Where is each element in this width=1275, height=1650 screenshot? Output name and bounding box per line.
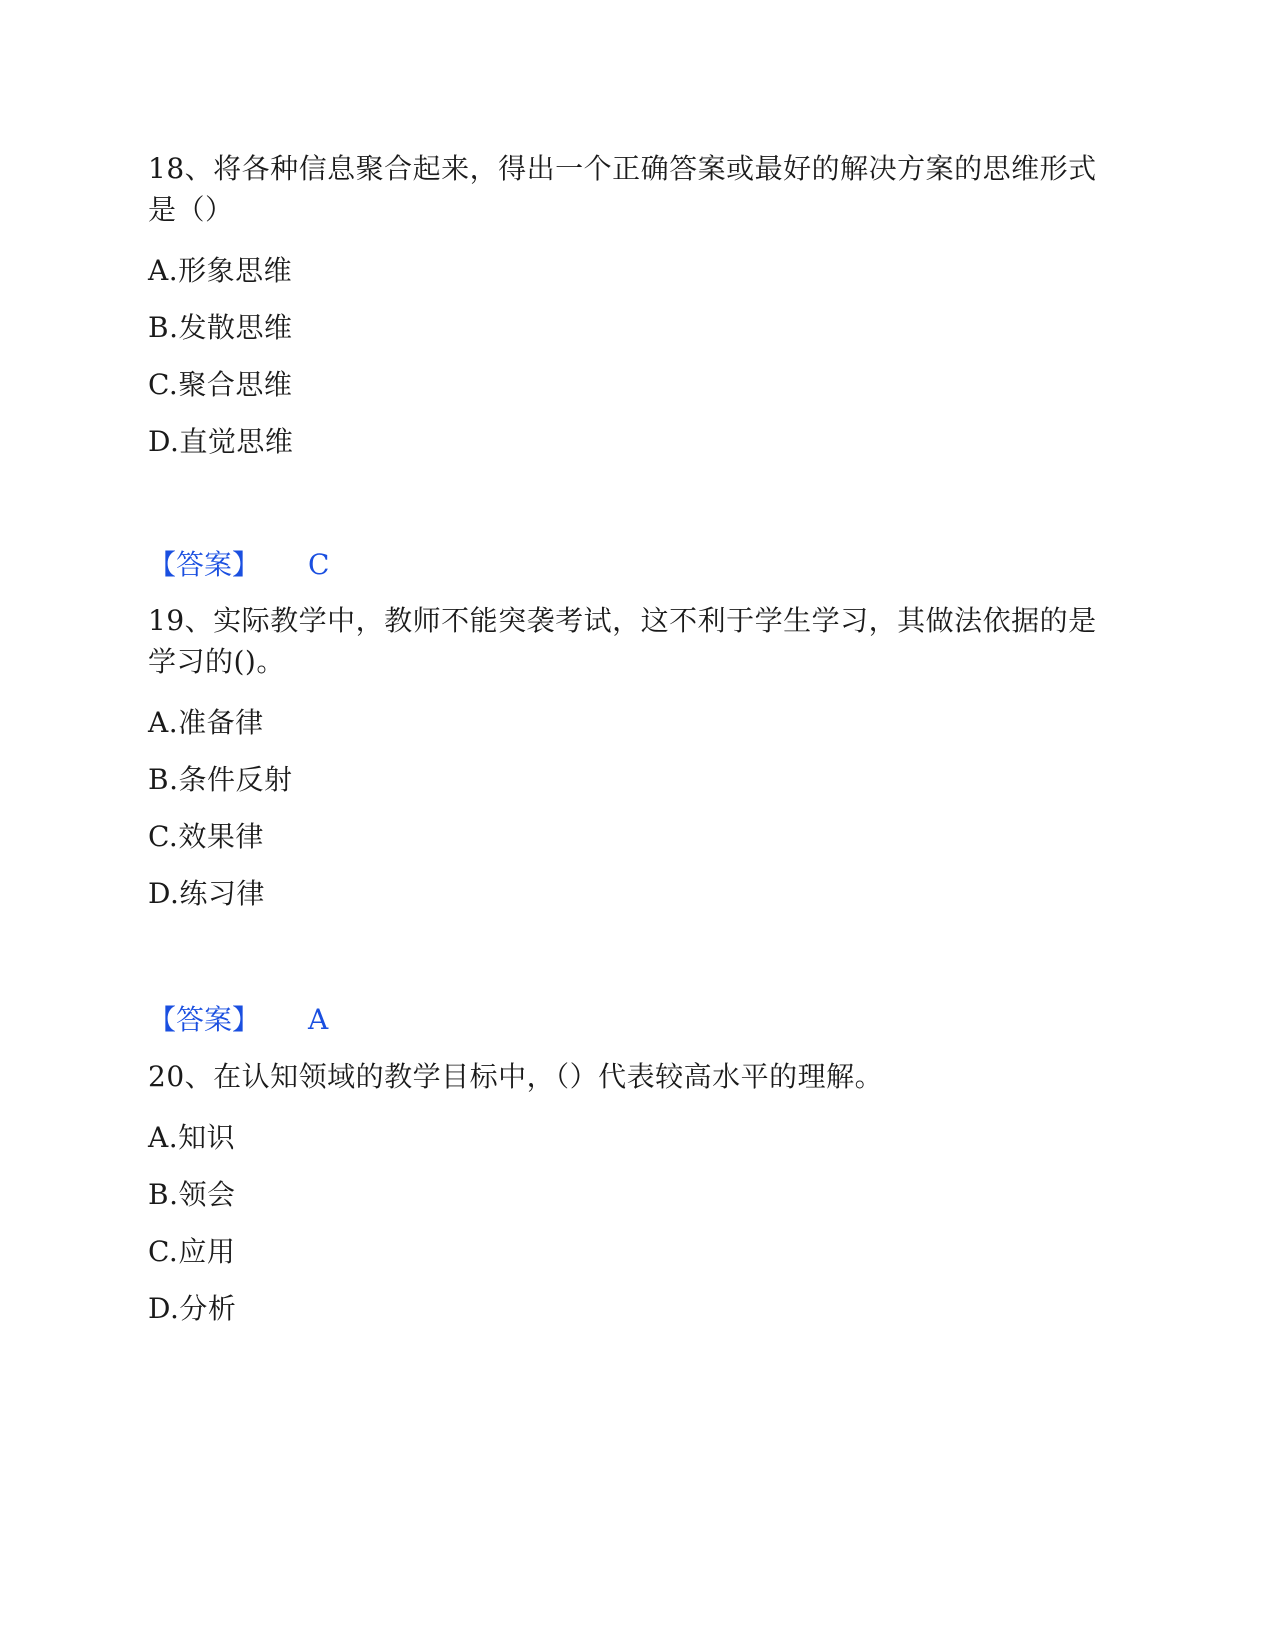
option-b: B.领会: [148, 1178, 236, 1211]
question-19: [148, 600, 1128, 922]
option-a: A.知识: [148, 1121, 236, 1154]
option-d: D.练习律: [148, 877, 265, 910]
option-c: C.应用: [148, 1235, 236, 1268]
option-d: D.直觉思维: [148, 425, 294, 458]
answer-19: [148, 1000, 328, 1040]
answer-value: C: [308, 548, 330, 581]
option-a: A.准备律: [148, 706, 264, 739]
option-b: B.条件反射: [148, 763, 293, 796]
option-d: D.分析: [148, 1292, 237, 1325]
question-18: [148, 148, 1128, 470]
option-a: A.形象思维: [148, 254, 293, 287]
answer-18: [148, 545, 329, 585]
answer-value: A: [308, 1003, 329, 1036]
answer-label: 【答案】: [148, 1003, 261, 1036]
option-c: C.聚合思维: [148, 368, 293, 401]
question-text: 18、将各种信息聚合起来，得出一个正确答案或最好的解决方案的思维形式是（）: [148, 152, 1097, 226]
question-text: 20、在认知领域的教学目标中，（）代表较高水平的理解。: [148, 1060, 884, 1093]
question-text: 19、实际教学中，教师不能突袭考试，这不利于学生学习，其做法依据的是学习的()。: [148, 604, 1097, 678]
option-b: B.发散思维: [148, 311, 293, 344]
answer-label: 【答案】: [148, 548, 261, 581]
question-20: [148, 1056, 1128, 1337]
option-c: C.效果律: [148, 820, 264, 853]
